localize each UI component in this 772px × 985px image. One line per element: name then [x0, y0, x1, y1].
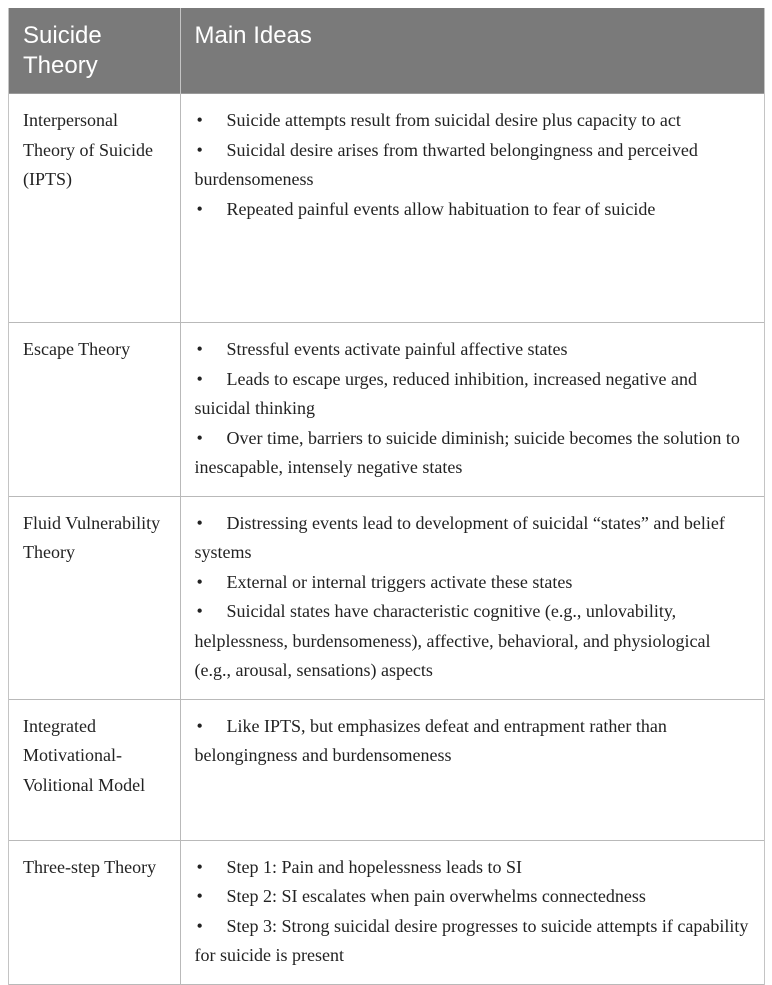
table-row: [9, 699, 764, 840]
idea-text: Suicidal desire arises from thwarted belongingness and perceived burdensomeness: [194, 139, 698, 189]
theory-name: Escape Theory: [9, 323, 180, 497]
list-item: [195, 882, 751, 912]
list-item: [195, 853, 751, 883]
list-item: [195, 136, 751, 195]
header-row: [9, 8, 764, 94]
main-ideas-cell: [180, 496, 764, 699]
suicide-theories-table: [9, 8, 764, 985]
table-row: [9, 496, 764, 699]
theory-name: Integrated Motivational-Volitional Model: [9, 699, 180, 840]
list-item: [195, 509, 751, 568]
idea-text: Repeated painful events allow habituation to fear of suicide: [226, 198, 656, 219]
idea-text: Leads to escape urges, reduced inhibition, increased negative and suicidal thinking: [194, 368, 697, 418]
bullet-marker: •: [196, 571, 203, 592]
theory-name: Interpersonal Theory of Suicide (IPTS): [9, 94, 180, 323]
list-item: [195, 568, 751, 598]
idea-text: Step 1: Pain and hopelessness leads to SI: [226, 856, 522, 877]
idea-text: Like IPTS, but emphasizes defeat and entrapment rather than belongingness and burdensomeness: [194, 715, 667, 765]
idea-text: Distressing events lead to development of suicidal “states” and belief systems: [194, 512, 725, 562]
main-ideas-cell: [180, 840, 764, 984]
list-item: [195, 106, 751, 136]
bullet-marker: •: [196, 915, 203, 936]
list-item: [195, 365, 751, 424]
theory-name: Fluid Vulnerability Theory: [9, 496, 180, 699]
bullet-marker: •: [196, 512, 203, 533]
ideas-list: [195, 106, 751, 224]
list-item: [195, 424, 751, 483]
list-item: [195, 712, 751, 771]
bullet-marker: •: [196, 110, 203, 130]
idea-text: External or internal triggers activate these states: [226, 571, 573, 592]
ideas-list: [195, 712, 751, 771]
list-item: [195, 912, 751, 971]
bullet-marker: •: [196, 339, 203, 359]
idea-text: Step 2: SI escalates when pain overwhelms connectedness: [226, 886, 646, 906]
ideas-list: [195, 335, 751, 483]
main-ideas-cell: [180, 323, 764, 497]
bullet-marker: •: [196, 139, 203, 160]
theories-table-container: [8, 8, 765, 985]
list-item: [195, 195, 751, 225]
bullet-marker: •: [196, 886, 203, 906]
bullet-marker: •: [196, 427, 203, 448]
theory-name: Three-step Theory: [9, 840, 180, 984]
idea-text: Step 3: Strong suicidal desire progresses to suicide attempts if capability for suicide is present: [194, 915, 749, 965]
header-main-ideas: Main Ideas: [180, 8, 764, 94]
header-theory: Suicide Theory: [9, 8, 180, 94]
bullet-marker: •: [196, 198, 203, 219]
main-ideas-cell: [180, 94, 764, 323]
idea-text: Stressful events activate painful affective states: [226, 339, 568, 359]
idea-text: Suicidal states have characteristic cognitive (e.g., unlovability, helplessness, burdensomeness), affective, behavioral, and physiological (e.g., arousal, sensations) aspects: [194, 601, 711, 680]
idea-text: Suicide attempts result from suicidal desire plus capacity to act: [226, 110, 681, 130]
bullet-marker: •: [196, 856, 203, 877]
ideas-list: [195, 509, 751, 686]
table-header: [9, 8, 764, 94]
table-row: [9, 840, 764, 984]
list-item: [195, 335, 751, 365]
bullet-marker: •: [196, 368, 203, 389]
main-ideas-cell: [180, 699, 764, 840]
idea-text: Over time, barriers to suicide diminish; suicide becomes the solution to inescapable, intensely negative states: [194, 427, 740, 477]
list-item: [195, 597, 751, 686]
bullet-marker: •: [196, 715, 203, 736]
table-row: [9, 323, 764, 497]
bullet-marker: •: [196, 601, 203, 621]
ideas-list: [195, 853, 751, 971]
table-row: [9, 94, 764, 323]
table-body: [9, 94, 764, 985]
